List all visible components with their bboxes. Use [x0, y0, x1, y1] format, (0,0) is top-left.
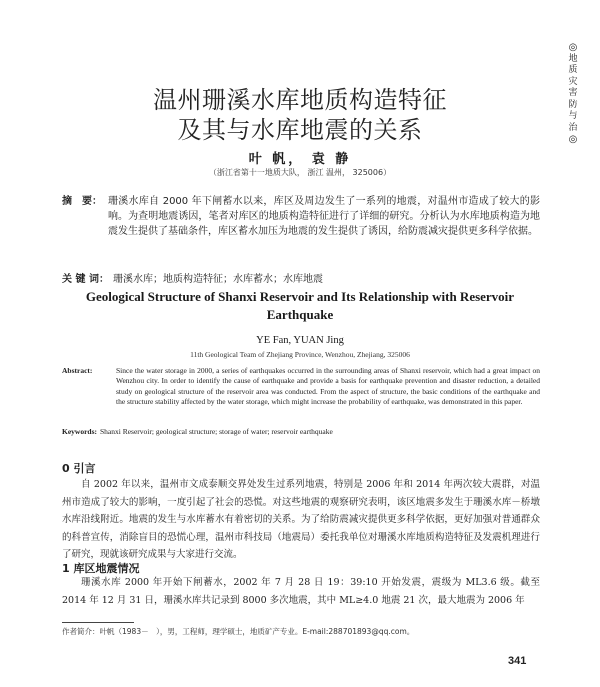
abstract-en-label: Abstract:	[62, 366, 93, 375]
authors-cn: 叶 帆， 袁 静	[248, 152, 352, 167]
title-cn-line1: 温州珊溪水库地质构造特征	[153, 86, 447, 114]
title-en: Geological Structure of Shanxi Reservoir and Its Relationship with Reservoir Earthquake	[85, 289, 515, 322]
keywords-en-text: Shanxi Reservoir; geological structure; storage of water; reservoir earthquake	[100, 427, 333, 436]
keywords-cn	[62, 270, 540, 285]
abstract-en	[62, 366, 540, 408]
circle-bullet-icon: ◎	[568, 42, 578, 53]
affiliation-cn: （浙江省第十一地质大队， 浙江 温州， 325006）	[208, 168, 392, 177]
section-intro-paragraph: 自 2002 年以来，温州市文成泰顺交界处发生过系列地震，特别是 2006 年和 2014 年两次较大震群，对温州市造成了较大的影响，一度引起了社会的恐慌。对这些地震的观察研究表明，该区地震多发生于珊溪水库－桥墩水库沿线附近。地震的发生与水库蓄水有着密切的关系。为了给防震减灾提供更多科学依据，更好加强对普通群众的科普宣传，消除盲目的恐慌心理，温州市科技局（地震局）委托我单位对珊溪水库地质构造特征及发震机理进行了研究，现就该研究成果与大家进行交流。	[62, 479, 540, 560]
title-cn-line2: 及其与水库地震的关系	[177, 116, 423, 144]
keywords-cn-text: 珊溪水库；地质构造特征；水库蓄水；水库地震	[112, 274, 323, 285]
abstract-cn-text: 珊溪水库自 2000 年下闸蓄水以来，库区及周边发生了一系列的地震，对温州市造成了较大的影响。为查明地震诱因，笔者对库区的地质构造特征进行了详细的研究。分析认为水库地质构造为地震发生提供了基础条件，库区蓄水加压为地震的发生提供了诱因，给防震减灾提供更多科学依据。	[108, 196, 540, 237]
section-earthquakes-paragraph: 珊溪水库 2000 年开始下闸蓄水，2002 年 7 月 28 日 19：39:10 开始发震，震级为 ML3.6 级。截至 2014 年 12 月 31 日，珊溪水库共记录到 8000 多次地震，其中 ML≥4.0 地震 21 次，最大地震为 2006 年	[62, 577, 540, 606]
keywords-en	[62, 427, 540, 436]
circle-bullet-icon: ◎	[568, 134, 578, 145]
abstract-cn-label: 摘 要：	[62, 196, 102, 207]
footnote-divider	[62, 622, 134, 623]
abstract-en-text: Since the water storage in 2000, a series of earthquakes occurred in the surrounding areas of Shanxi reservoir, which had a great impact on Wenzhou city. In order to identify the cause of earthquake and provide a basis for earthquake prevention and disaster reduction, a detailed study on geological structure of the reservoir area was conducted. From the aspect of structure, the basic conditions of the earthquake and the structure stability affected by the water storage, which might increase the probability of earthquake, was demonstrated in this paper.	[116, 366, 540, 407]
abstract-cn	[62, 194, 540, 239]
page-number: 341	[508, 655, 527, 667]
journal-section-label: 地 质 灾 害 防 与 治	[568, 53, 578, 133]
authors-en: YE Fan, YUAN Jing	[256, 335, 344, 346]
section-heading-intro: 0 引言	[62, 462, 96, 475]
keywords-cn-label: 关 键 词：	[62, 274, 109, 285]
affiliation-en: 11th Geological Team of Zhejiang Province, Wenzhou, Zhejiang, 325006	[190, 350, 410, 359]
keywords-en-label: Keywords:	[62, 427, 97, 436]
author-footnote: 作者简介：叶帆（1983－ ），男，工程师，理学硕士，地质矿产专业。E-mail:288701893@qq.com。	[62, 627, 415, 636]
section-heading-earthquakes: 1 库区地震情况	[62, 562, 140, 575]
